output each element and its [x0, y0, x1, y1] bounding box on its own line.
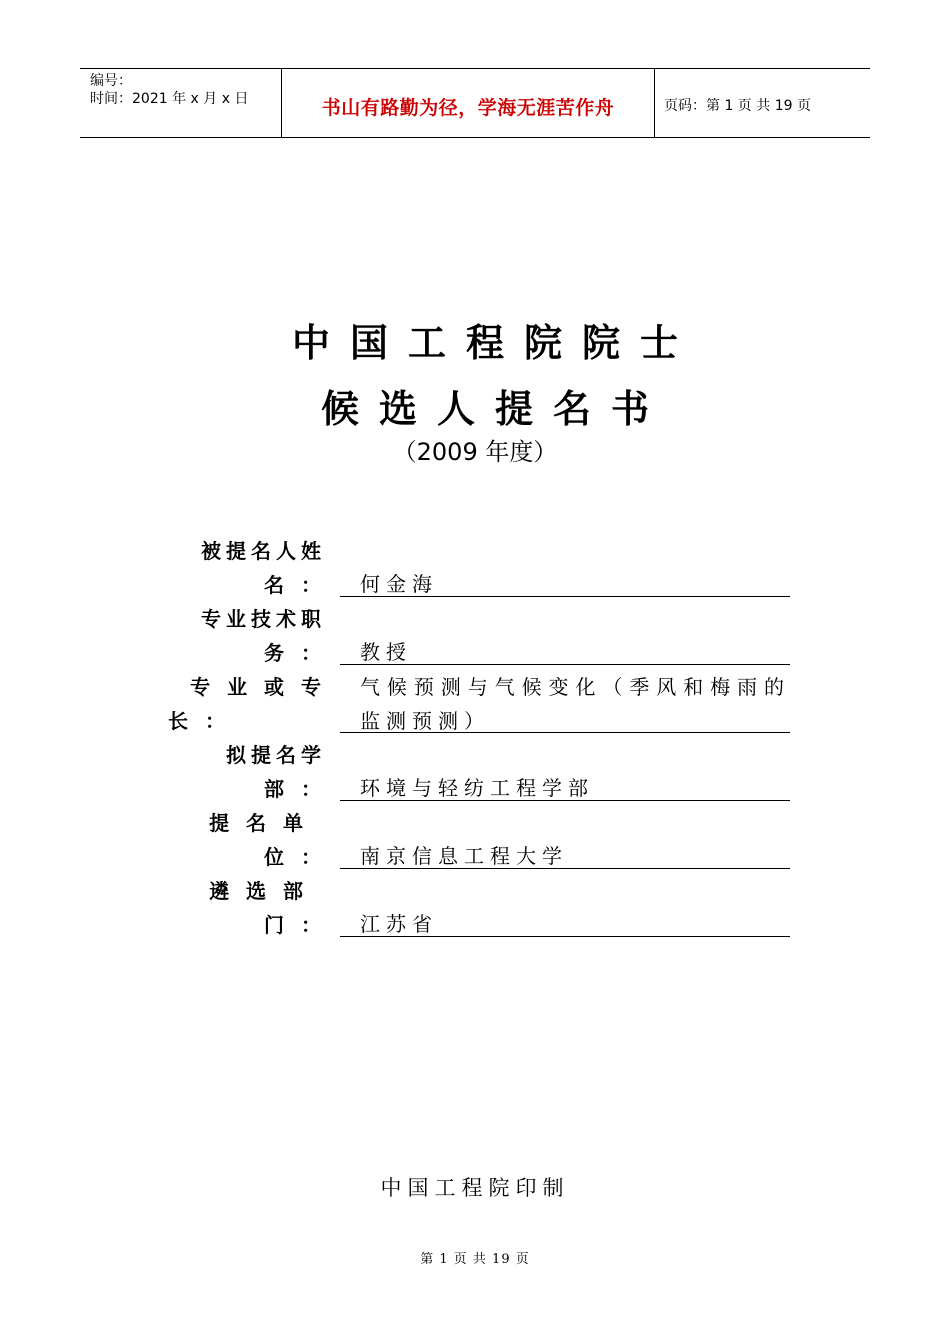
header-motto-cell	[281, 69, 655, 137]
label-line1: 拟提名学	[226, 743, 326, 767]
form-value: 环境与轻纺工程学部	[340, 772, 790, 801]
label-line1: 专业技术职	[201, 607, 326, 631]
header-meta-cell	[80, 69, 280, 137]
form-row-division	[168, 736, 790, 804]
label-line2: 部 ：	[264, 777, 326, 801]
label-line1: 专 业 或 专	[190, 675, 326, 699]
document-title-line1: 中国工程院院士	[291, 321, 698, 365]
nomination-form	[168, 532, 790, 940]
label-line2: 门 ：	[264, 913, 326, 937]
label-line1: 遴 选 部	[209, 879, 308, 903]
time-label: 时间：2021 年 x 月 x 日	[90, 91, 249, 107]
number-label: 编号：	[90, 73, 132, 89]
printing-organization: 中国工程院印制	[380, 1176, 570, 1200]
form-value: 教授	[340, 636, 790, 665]
form-row-department	[168, 872, 790, 940]
label-line2: 长 ：	[168, 709, 230, 733]
page-footer: 第 1 页 共 19 页	[420, 1252, 530, 1267]
form-value: 何金海	[340, 568, 790, 597]
form-value: 南京信息工程大学	[340, 840, 790, 869]
form-row-title	[168, 600, 790, 668]
motto-text: 书山有路勤为径，学海无涯苦作舟	[321, 97, 615, 119]
form-row-specialty	[168, 668, 790, 736]
form-value: 气候预测与气候变化（季风和梅雨的监测预测）	[340, 670, 790, 733]
header-page-cell	[654, 69, 870, 137]
label-line1: 被提名人姓	[201, 539, 326, 563]
header-table	[80, 68, 870, 138]
label-line2: 位 ：	[264, 845, 326, 869]
document-year: （2009 年度）	[392, 438, 558, 466]
page-info: 页码：第 1 页 共 19 页	[664, 98, 811, 114]
form-value: 江苏省	[340, 908, 790, 937]
form-row-unit	[168, 804, 790, 872]
label-line1: 提 名 单	[209, 811, 308, 835]
label-line2: 务 ：	[264, 641, 326, 665]
form-row-name	[168, 532, 790, 600]
label-line2: 名 ：	[264, 573, 326, 597]
document-title-line2: 候选人提名书	[320, 387, 669, 431]
